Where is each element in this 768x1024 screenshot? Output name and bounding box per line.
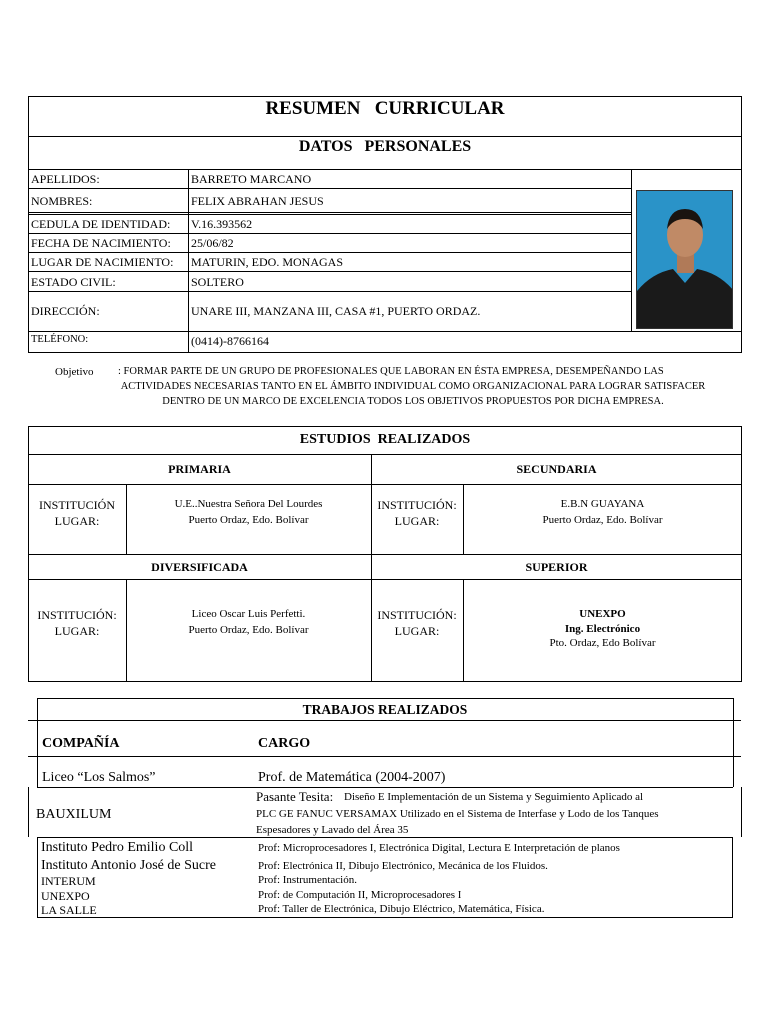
- superior-heading: SUPERIOR: [525, 560, 588, 574]
- role-bauxilum-title: Pasante Tesita:: [256, 789, 334, 804]
- role-interum: Prof: Instrumentación.: [258, 874, 357, 886]
- company-pedro-emilio-coll: Instituto Pedro Emilio Coll: [41, 840, 194, 855]
- role-bauxilum-line-1: Diseño E Implementación de un Sistema y Seguimiento Aplicado al: [344, 791, 644, 803]
- diversificada-lugar: Puerto Ordaz, Edo. Bolívar: [188, 624, 309, 636]
- profile-photo: [636, 190, 733, 329]
- secundaria-lugar: Puerto Ordaz, Edo. Bolívar: [542, 514, 663, 526]
- role-unexpo: Prof: de Computación II, Microprocesadores I: [258, 889, 462, 901]
- value-estado-civil: SOLTERO: [191, 275, 244, 289]
- secundaria-institucion-label: INSTITUCIÓN:: [377, 498, 457, 512]
- company-unexpo: UNEXPO: [41, 889, 90, 903]
- company-la-salle: LA SALLE: [41, 903, 97, 917]
- label-fecha-nacimiento: FECHA DE NACIMIENTO:: [31, 236, 171, 250]
- role-pedro-emilio-coll: Prof: Microprocesadores I, Electrónica Digital, Lectura E Interpretación de planos: [258, 842, 620, 854]
- superior-lugar: Pto. Ordaz, Edo Bolívar: [549, 637, 656, 649]
- superior-institucion: UNEXPO: [579, 608, 626, 620]
- value-cedula: V.16.393562: [191, 217, 253, 231]
- primaria-heading: PRIMARIA: [168, 462, 231, 476]
- value-telefono: (0414)-8766164: [191, 334, 269, 348]
- page-title: RESUMEN CURRICULAR: [265, 98, 505, 119]
- secundaria-lugar-label: LUGAR:: [394, 514, 440, 528]
- value-nombres: FELIX ABRAHAN JESUS: [191, 194, 324, 208]
- label-estado-civil: ESTADO CIVIL:: [31, 275, 116, 289]
- primaria-institucion-label: INSTITUCIÓN: [39, 498, 115, 512]
- label-telefono: TELÉFONO:: [31, 334, 89, 345]
- col-company-header: COMPAÑÍA: [42, 736, 120, 751]
- company-los-salmos: Liceo “Los Salmos”: [42, 770, 156, 785]
- work-heading: TRABAJOS REALIZADOS: [302, 702, 468, 717]
- label-cedula: CEDULA DE IDENTIDAD:: [31, 217, 171, 231]
- label-nombres: NOMBRES:: [31, 194, 93, 208]
- diversificada-institucion-label: INSTITUCIÓN:: [37, 608, 117, 622]
- company-interum: INTERUM: [41, 874, 96, 888]
- secundaria-heading: SECUNDARIA: [516, 462, 597, 476]
- primaria-institucion: U.E..Nuestra Señora Del Lourdes: [174, 498, 323, 510]
- role-la-salle: Prof: Taller de Electrónica, Dibujo Eléctrico, Matemática, Física.: [258, 903, 545, 915]
- label-apellidos: APELLIDOS:: [31, 172, 100, 186]
- superior-titulo: Ing. Electrónico: [564, 623, 641, 635]
- value-lugar-nacimiento: MATURIN, EDO. MONAGAS: [191, 255, 344, 269]
- role-bauxilum-line-3: Espesadores y Lavado del Área 35: [256, 824, 409, 836]
- superior-lugar-label: LUGAR:: [394, 624, 440, 638]
- objective-line-2: ACTIVIDADES NECESARIAS TANTO EN EL ÁMBITO INDIVIDUAL COMO ORGANIZACIONAL PARA LOGRAR SATISFACER: [120, 381, 706, 392]
- col-role-header: CARGO: [258, 736, 311, 751]
- superior-institucion-label: INSTITUCIÓN:: [377, 608, 457, 622]
- value-fecha-nacimiento: 25/06/82: [191, 236, 234, 250]
- label-lugar-nacimiento: LUGAR DE NACIMIENTO:: [31, 255, 174, 269]
- value-apellidos: BARRETO MARCANO: [191, 172, 312, 186]
- role-los-salmos: Prof. de Matemática (2004-2007): [258, 770, 446, 785]
- primaria-lugar-label: LUGAR:: [54, 514, 100, 528]
- value-direccion: UNARE III, MANZANA III, CASA #1, PUERTO ORDAZ.: [191, 304, 481, 318]
- personal-heading: DATOS PERSONALES: [298, 138, 472, 155]
- objective-label: Objetivo: [55, 366, 94, 378]
- primaria-lugar: Puerto Ordaz, Edo. Bolívar: [188, 514, 309, 526]
- role-antonio-jose-de-sucre: Prof: Electrónica II, Dibujo Electrónico, Mecánica de los Fluidos.: [258, 860, 548, 872]
- company-bauxilum: BAUXILUM: [36, 807, 112, 822]
- diversificada-heading: DIVERSIFICADA: [151, 560, 248, 574]
- studies-heading: ESTUDIOS REALIZADOS: [299, 432, 471, 447]
- secundaria-institucion: E.B.N GUAYANA: [560, 498, 645, 510]
- diversificada-lugar-label: LUGAR:: [54, 624, 100, 638]
- objective-line-1: : FORMAR PARTE DE UN GRUPO DE PROFESIONALES QUE LABORAN EN ÉSTA EMPRESA, DESEMPEÑANDO LAS: [118, 366, 664, 377]
- diversificada-institucion: Liceo Oscar Luis Perfetti.: [191, 608, 306, 620]
- company-antonio-jose-de-sucre: Instituto Antonio José de Sucre: [41, 858, 216, 873]
- role-bauxilum-line-2: PLC GE FANUC VERSAMAX Utilizado en el Sistema de Interfase y Lodo de los Tanques: [256, 808, 659, 820]
- label-direccion: DIRECCIÓN:: [31, 304, 100, 318]
- objective-line-3: DENTRO DE UN MARCO DE EXCELENCIA TODOS LOS OBJETIVOS PROPUESTOS POR DICHA EMPRESA.: [162, 396, 664, 407]
